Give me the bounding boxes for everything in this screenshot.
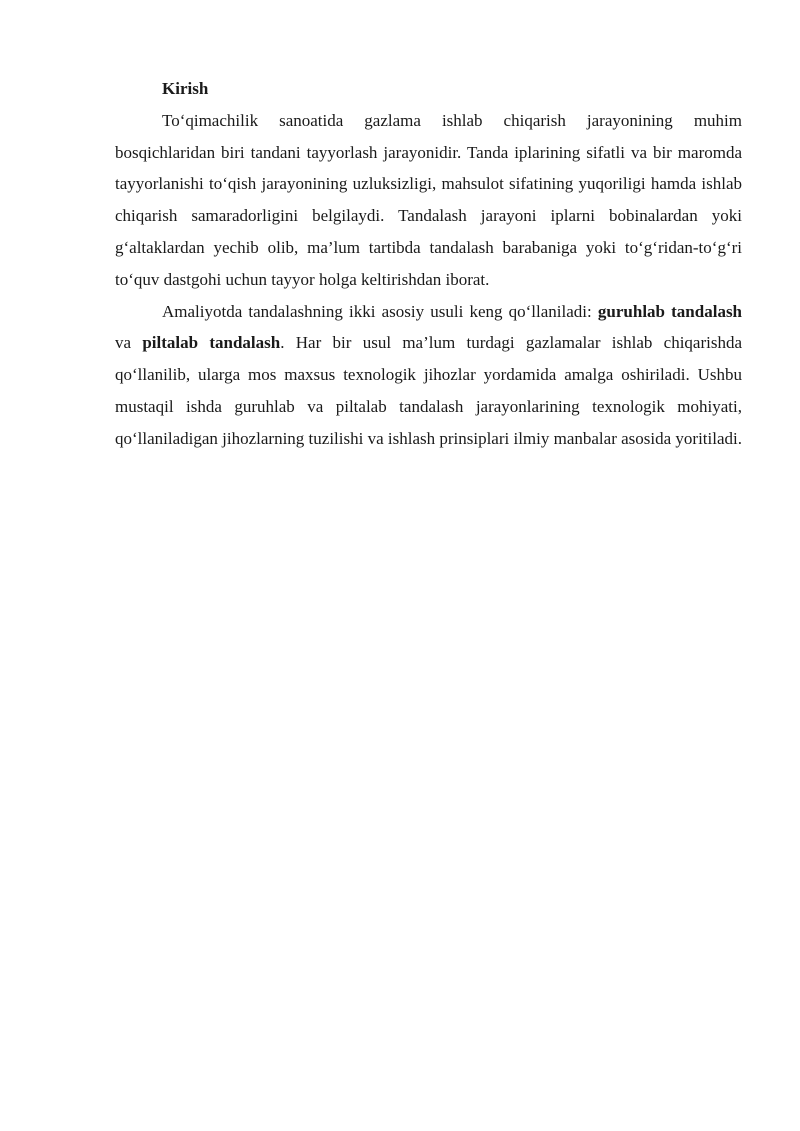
document-body <box>115 73 742 455</box>
paragraph-1: To‘qimachilik sanoatida gazlama ishlab chiqarish jarayonining muhim bosqichlaridan biri tandani tayyorlash jarayonidir. Tanda iplarining sifatli va bir maromda tayyorlanishi to‘qish jarayonining uzluksizligi, mahsulot sifatining yuqoriligi hamda ishlab chiqarish samaradorligini belgilaydi. Tandalash jarayoni iplarni bobinalardan yoki g‘altaklardan yechib olib, ma’lum tartibda tandalash barabaniga yoki to‘g‘ridan-to‘g‘ri to‘quv dastgohi uchun tayyor holga keltirishdan iborat. <box>115 110 742 289</box>
paragraph-2-intro: Amaliyotda tandalashning ikki asosiy usuli keng qo‘llaniladi: <box>162 301 598 321</box>
term-piltalab-tandalash: piltalab tandalash <box>142 333 281 353</box>
paragraph-2-rest: . Har bir usul ma’lum turdagi gazlamalar ishlab chiqarishda qo‘llanilib, ularga mos maxsus texnologik jihozlar yordamida amalga oshiriladi. Ushbu mustaqil ishda guruhlab va piltalab tandalash jarayonlarining texnologik mohiyati, qo‘llaniladigan jihozlarning tuzilishi va ishlash prinsiplari ilmiy manbalar asosida yoritiladi. <box>115 333 743 448</box>
term-guruhlab-tandalash: guruhlab tandalash <box>597 301 743 321</box>
paragraph-2 <box>115 296 742 455</box>
paragraph-2-connector: va <box>115 333 143 353</box>
section-heading: Kirish <box>162 79 209 98</box>
